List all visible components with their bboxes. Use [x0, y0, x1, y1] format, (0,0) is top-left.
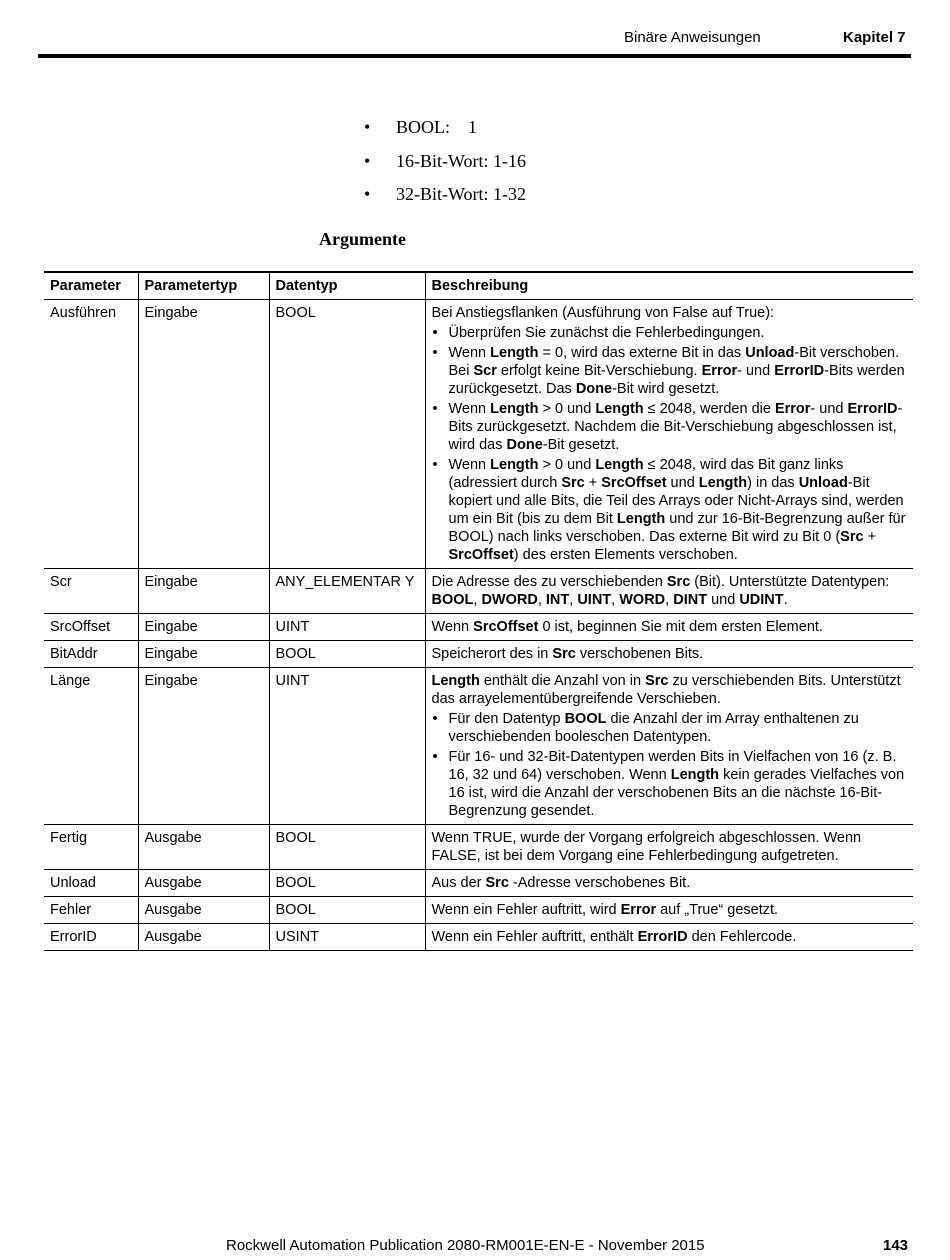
- column-header-parameter: Parameter: [44, 272, 138, 300]
- description-text: Wenn SrcOffset 0 ist, beginnen Sie mit dem ersten Element.: [431, 619, 823, 635]
- column-header-parametertyp: Parametertyp: [138, 272, 269, 300]
- description-text: Speicherort des in Src verschobenen Bits.: [431, 646, 704, 662]
- list-item: • Überprüfen Sie zunächst die Fehlerbedingungen.: [432, 324, 909, 342]
- cell-datentyp: BOOL: [269, 870, 425, 897]
- cell-parametertyp: Ausgabe: [138, 870, 269, 897]
- cell-parameter: Ausführen: [44, 300, 138, 569]
- cell-beschreibung: [425, 641, 913, 668]
- column-header-datentyp: Datentyp: [269, 272, 425, 300]
- bullet-icon: •: [364, 184, 371, 204]
- cell-parametertyp: Ausgabe: [138, 924, 269, 951]
- running-header-section: Binäre Anweisungen: [624, 29, 761, 46]
- table-row: [44, 668, 913, 825]
- list-item: • Wenn Length = 0, wird das externe Bit in das Unload-Bit verschoben. Bei Scr erfolgt keine Bit-Verschiebung. Error- und ErrorID-Bits werden zurückgesetzt. Das Done-Bit wird gesetzt.: [432, 344, 909, 398]
- table-row: [44, 825, 913, 870]
- cell-parameter: Fehler: [44, 897, 138, 924]
- section-title: Argumente: [319, 229, 406, 249]
- description-text: Length enthält die Anzahl von in Src zu verschiebenden Bits. Unterstützt das arrayelementübergreifende Verschieben.: [431, 673, 901, 707]
- description-text: Bei Anstiegsflanken (Ausführung von False auf True):: [431, 305, 775, 321]
- cell-parameter: Fertig: [44, 825, 138, 870]
- cell-parameter: Unload: [44, 870, 138, 897]
- cell-beschreibung: [425, 668, 913, 825]
- page-number: 143: [883, 1237, 909, 1254]
- table-row: [44, 924, 913, 951]
- list-item: • BOOL: 1: [364, 117, 477, 137]
- header-rule: [38, 54, 911, 58]
- table-row: [44, 870, 913, 897]
- cell-datentyp: BOOL: [269, 825, 425, 870]
- cell-beschreibung: [425, 569, 913, 614]
- table-row: [44, 897, 913, 924]
- arguments-table: [44, 271, 913, 951]
- cell-parameter: SrcOffset: [44, 614, 138, 641]
- description-text: Wenn ein Fehler auftritt, enthält ErrorID den Fehlercode.: [431, 929, 797, 945]
- list-item: • Für den Datentyp BOOL die Anzahl der im Array enthaltenen zu verschiebenden booleschen Datentypen.: [432, 710, 909, 746]
- table-row: [44, 641, 913, 668]
- cell-parametertyp: Eingabe: [138, 641, 269, 668]
- cell-parameter: Länge: [44, 668, 138, 825]
- list-item: • Für 16- und 32-Bit-Datentypen werden Bits in Vielfachen von 16 (z. B. 16, 32 und 64) verschoben. Wenn Length kein gerades Vielfaches von 16 ist, wird die Anzahl der verschobenen Bits an die nächste 16-Bit-Begrenzung gesendet.: [432, 748, 909, 820]
- table-row: [44, 569, 913, 614]
- list-item: • 32-Bit-Wort: 1-32: [364, 184, 527, 204]
- cell-datentyp: UINT: [269, 668, 425, 825]
- bullet-icon: •: [364, 150, 371, 171]
- cell-beschreibung: [425, 924, 913, 951]
- description-text: Wenn ein Fehler auftritt, wird Error auf „True“ gesetzt.: [431, 902, 779, 918]
- description-text: Die Adresse des zu verschiebenden Src (Bit). Unterstützte Datentypen: BOOL, DWORD, INT, UINT, WORD, DINT und UDINT.: [431, 574, 890, 608]
- table-header-row: [44, 272, 913, 300]
- cell-parameter: ErrorID: [44, 924, 138, 951]
- list-item: • 16-Bit-Wort: 1-16: [364, 150, 527, 171]
- cell-parameter: Scr: [44, 569, 138, 614]
- cell-datentyp: USINT: [269, 924, 425, 951]
- description-list: [432, 324, 909, 564]
- cell-parametertyp: Ausgabe: [138, 825, 269, 870]
- table-row: [44, 614, 913, 641]
- cell-beschreibung: [425, 897, 913, 924]
- publication-footer: Rockwell Automation Publication 2080-RM001E-EN-E - November 2015: [226, 1237, 705, 1254]
- cell-parametertyp: Ausgabe: [138, 897, 269, 924]
- cell-beschreibung: [425, 870, 913, 897]
- table-row: [44, 300, 913, 569]
- cell-datentyp: BOOL: [269, 300, 425, 569]
- description-text: Aus der Src -Adresse verschobenes Bit.: [431, 875, 691, 891]
- list-item: • Wenn Length > 0 und Length ≤ 2048, werden die Error- und ErrorID-Bits zurückgesetzt. Nachdem die Bit-Verschiebung abgeschlossen ist, wird das Done-Bit gesetzt.: [432, 400, 909, 454]
- column-header-beschreibung: Beschreibung: [425, 272, 913, 300]
- cell-parametertyp: Eingabe: [138, 569, 269, 614]
- cell-datentyp: UINT: [269, 614, 425, 641]
- cell-datentyp: BOOL: [269, 897, 425, 924]
- cell-datentyp: BOOL: [269, 641, 425, 668]
- cell-beschreibung: [425, 825, 913, 870]
- cell-parametertyp: Eingabe: [138, 614, 269, 641]
- description-text: Wenn TRUE, wurde der Vorgang erfolgreich abgeschlossen. Wenn FALSE, ist bei dem Vorgang eine Fehlerbedingung aufgetreten.: [431, 830, 862, 864]
- cell-beschreibung: [425, 300, 913, 569]
- description-list: [432, 710, 909, 820]
- list-item: • Wenn Length > 0 und Length ≤ 2048, wird das Bit ganz links (adressiert durch Src + SrcOffset und Length) in das Unload-Bit kopiert und alle Bits, die Teil des Arrays oder Nicht-Arrays sind, werden um ein Bit (bis zu dem Bit Length und zur 16-Bit-Begrenzung außer für BOOL) nach links verschoben. Das externe Bit wird zu Bit 0 (Src + SrcOffset) des ersten Elements verschoben.: [432, 456, 909, 564]
- running-header-chapter: Kapitel 7: [843, 29, 906, 46]
- cell-parameter: BitAddr: [44, 641, 138, 668]
- cell-parametertyp: Eingabe: [138, 300, 269, 569]
- table-body: [44, 300, 913, 951]
- cell-beschreibung: [425, 614, 913, 641]
- cell-parametertyp: Eingabe: [138, 668, 269, 825]
- cell-datentyp: ANY_ELEMENTAR Y: [269, 569, 425, 614]
- bit-range-list: [364, 117, 526, 218]
- bullet-icon: •: [364, 117, 371, 137]
